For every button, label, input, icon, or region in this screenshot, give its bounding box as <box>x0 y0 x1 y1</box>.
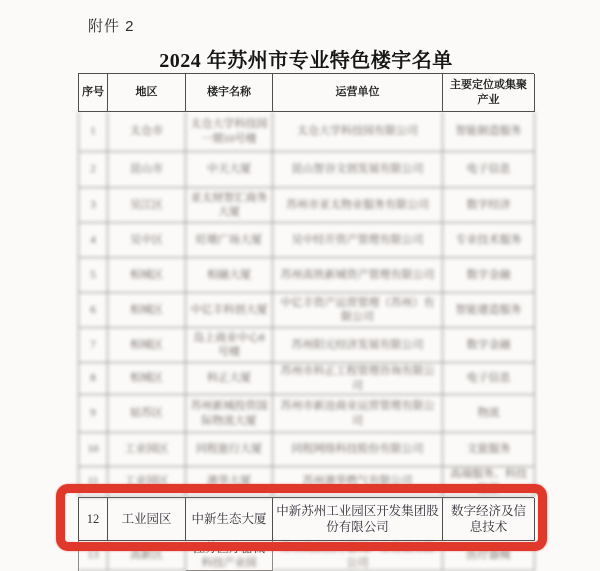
cell-operator: 昆山智谷文创发展有限公司 <box>273 152 443 188</box>
cell-building: 相融大厦 <box>186 258 273 293</box>
cell-operator: 吴中经开资产管理有限公司 <box>273 223 443 258</box>
table-row <box>78 258 534 293</box>
cell-industry: 电子信息 <box>443 363 535 395</box>
cell-no: 7 <box>79 328 108 363</box>
header-cell-building: 楼宇名称 <box>186 74 273 112</box>
cell-building: 苏州新城投资国际物流大厦 <box>186 395 273 433</box>
table-row <box>78 293 534 328</box>
cell-no: 13 <box>79 541 108 571</box>
cell-building: 中亿丰科创大厦 <box>186 293 273 328</box>
cell-region: 工业园区 <box>108 498 186 541</box>
cell-industry: 智能制造服务 <box>443 112 535 152</box>
cell-operator: 苏州市新沧商业运营管理有限公司 <box>273 395 443 433</box>
table-row <box>78 112 534 152</box>
header-cell-region: 地区 <box>108 74 186 112</box>
cell-building: 太仓大学科技园一期10号楼 <box>186 112 273 152</box>
cell-operator: 苏州高铁新城资产管理有限公司 <box>273 258 443 293</box>
cell-building: 科正大厦 <box>186 363 273 395</box>
cell-industry: 高端服务、科技能源 <box>443 467 535 497</box>
cell-industry: 数字金融 <box>443 328 535 363</box>
cell-industry: 专业技术服务 <box>443 223 535 258</box>
cell-region: 高新区 <box>108 541 186 571</box>
cell-building: 旺墩广场大厦 <box>186 223 273 258</box>
cell-no: 5 <box>79 258 108 293</box>
table-row <box>78 328 534 363</box>
cell-region: 相城区 <box>108 363 186 395</box>
cell-building: 岛上商业中心8号楼 <box>186 328 273 363</box>
cell-operator: 中亿丰资产运营管理（苏州）有限公司 <box>273 293 443 328</box>
cell-industry: 物流 <box>443 395 535 433</box>
table-header-row <box>78 73 534 112</box>
cell-building: 亚太财智汇商务大厦 <box>186 188 273 223</box>
cell-no: 8 <box>79 363 108 395</box>
page-title: 2024 年苏州市专业特色楼宇名单 <box>159 50 453 72</box>
cell-industry: 电子信息 <box>443 152 535 188</box>
cell-building: 港华大厦 <box>186 467 273 497</box>
table-row <box>78 363 534 395</box>
cell-no: 12 <box>79 498 108 541</box>
cell-no: 10 <box>79 433 108 467</box>
header-cell-operator: 运营单位 <box>273 74 443 112</box>
cell-no: 6 <box>79 293 108 328</box>
cell-no: 9 <box>79 395 108 433</box>
cell-operator: 苏州市亚太物业服务有限公司 <box>273 188 443 223</box>
building-name-line1: 江苏医疗器械 <box>192 541 265 555</box>
cell-industry: 数字金融 <box>443 258 535 293</box>
cell-industry: 医疗器械 <box>443 541 535 571</box>
header-cell-industry: 主要定位或集聚产业 <box>443 74 535 112</box>
cell-region: 工业园区 <box>108 467 186 497</box>
cell-region: 吴江区 <box>108 188 186 223</box>
cell-industry: 数字经济及信息技术 <box>443 498 535 541</box>
cell-building: 中新生态大厦 <box>186 498 273 541</box>
cell-region: 相城区 <box>108 328 186 363</box>
cell-region: 昆山市 <box>108 152 186 188</box>
table-row <box>78 188 534 223</box>
table-row <box>78 433 534 467</box>
cell-region: 姑苏区 <box>108 395 186 433</box>
cell-industry: 文旅服务 <box>443 433 535 467</box>
cell-no: 2 <box>79 152 108 188</box>
cell-industry: 智能建造服务 <box>443 293 535 328</box>
attachment-label: 附件 2 <box>88 18 135 35</box>
cell-operator: 苏州港华燃气有限公司 <box>273 467 443 497</box>
table-row <box>78 152 534 188</box>
cell-no: 4 <box>79 223 108 258</box>
cell-operator: 苏州市科正工程管理咨询有限公司 <box>273 363 443 395</box>
cell-region: 工业园区 <box>108 433 186 467</box>
cell-operator: 中新苏州工业园区开发集团股份有限公司 <box>273 498 443 541</box>
cell-region: 相城区 <box>108 293 186 328</box>
building-name-line2: 科技产业园 <box>201 557 257 570</box>
highlight-box <box>56 484 547 551</box>
header-cell-no: 序号 <box>79 74 108 112</box>
cell-operator: 苏州阳元经济发展有限公司 <box>273 328 443 363</box>
cell-operator: 太仓大学科技园有限公司 <box>273 112 443 152</box>
table-row <box>78 223 534 258</box>
cell-no: 3 <box>79 188 108 223</box>
cell-building: 同程旅行大厦 <box>186 433 273 467</box>
cell-no: 1 <box>79 112 108 152</box>
cell-region: 相城区 <box>108 258 186 293</box>
cell-region: 吴中区 <box>108 223 186 258</box>
cell-operator: 同程网络科技股份有限公司 <box>273 433 443 467</box>
cell-building: 中天大厦 <box>186 152 273 188</box>
cell-operator: 苏州高新医疗器械产业发展有限公司 <box>273 541 443 571</box>
cell-no: 11 <box>79 467 108 497</box>
cell-industry: 数字经济 <box>443 188 535 223</box>
cell-region: 太仓市 <box>108 112 186 152</box>
table-row <box>78 395 534 433</box>
